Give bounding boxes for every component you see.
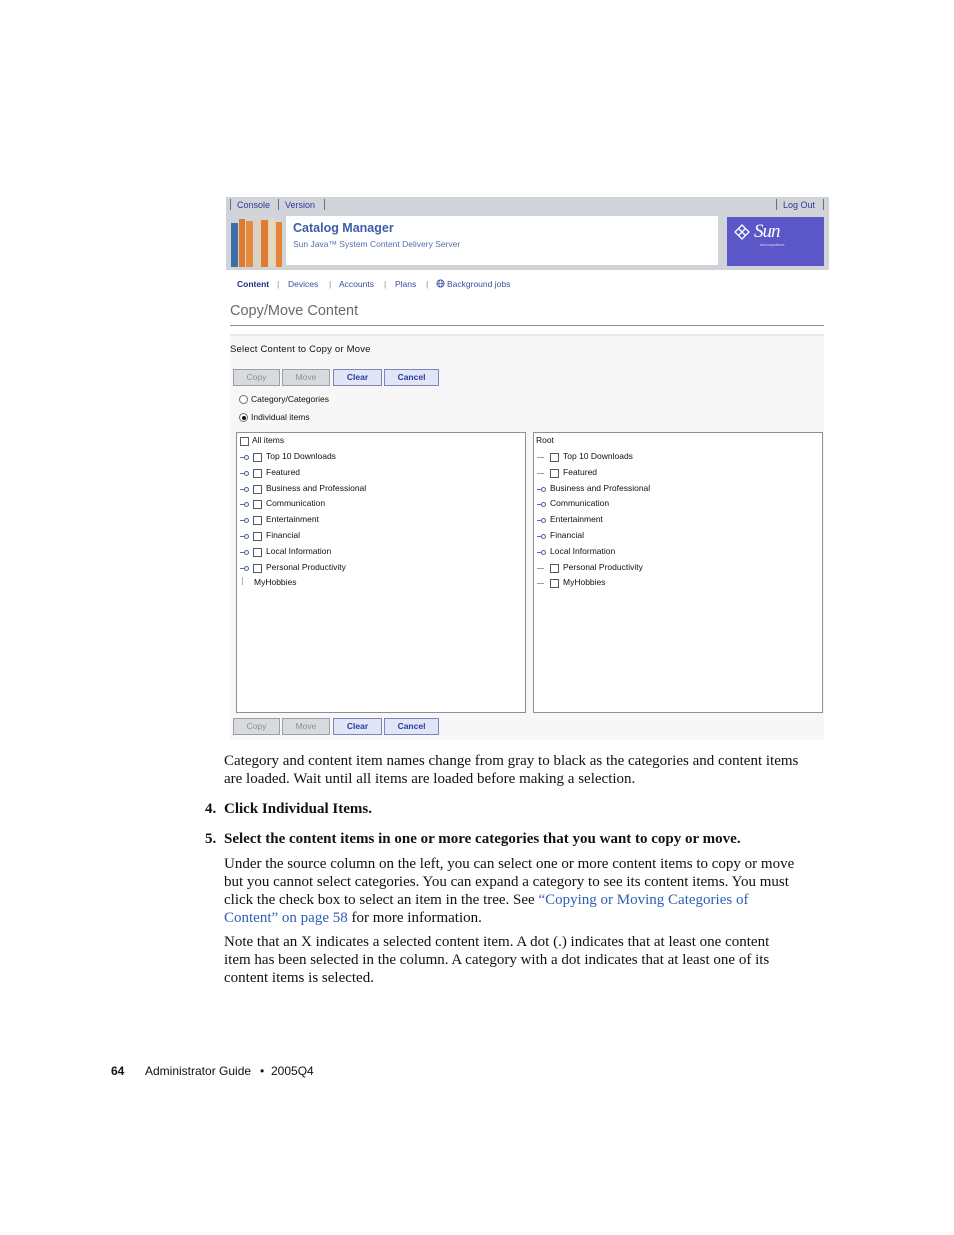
separator: |: [277, 279, 280, 289]
tab-content[interactable]: Content: [237, 279, 270, 289]
sun-diamond-icon: [734, 224, 750, 240]
separator: [278, 199, 279, 210]
checkbox[interactable]: [550, 453, 559, 462]
logout-link[interactable]: Log Out: [783, 200, 816, 210]
tree-item-label: Top 10 Downloads: [563, 451, 633, 461]
screenshot-figure: [226, 197, 829, 740]
tab-devices[interactable]: Devices: [288, 279, 319, 289]
paragraph-selection-note: Note that an X indicates a selected content item. A dot (.) indicates that at least one content item has been selected in the column. A category with a dot indicates that at least one of its content items is selected.: [224, 934, 770, 986]
tree-line: [537, 583, 544, 584]
nav-tabs: [226, 276, 829, 292]
checkbox[interactable]: [253, 548, 262, 557]
expand-icon[interactable]: [240, 502, 248, 507]
separator: |: [426, 279, 429, 289]
expand-icon[interactable]: [537, 518, 545, 523]
radio-label: Individual items: [251, 412, 310, 422]
tree-item-label: MyHobbies: [563, 577, 606, 588]
source-tree[interactable]: [236, 432, 526, 713]
step-5-text: Select the content items in one or more categories that you want to copy or move.: [224, 831, 741, 847]
expand-icon[interactable]: [240, 518, 248, 523]
separator: [776, 199, 777, 210]
expand-icon[interactable]: [240, 550, 248, 555]
tab-accounts[interactable]: Accounts: [339, 279, 374, 289]
tree-line: [537, 568, 544, 569]
tree-item-label: Featured: [266, 466, 301, 477]
paragraph-text: for more information.: [347, 910, 482, 926]
clear-button-bottom[interactable]: Clear: [333, 718, 382, 735]
masthead-utility-bar: [226, 197, 829, 215]
tree-line: [537, 457, 544, 458]
tree-root-label: Root: [536, 435, 554, 445]
expand-icon[interactable]: [240, 471, 248, 476]
globe-icon: [436, 279, 445, 288]
checkbox[interactable]: [253, 516, 262, 525]
paragraph-loading-note: Category and content item names change from gray to black as the categories and content items are loaded. Wait until all items are loaded before making a selection.: [224, 753, 799, 787]
tree-line: [242, 577, 243, 585]
separator: [230, 199, 231, 210]
app-title: Catalog Manager: [293, 221, 394, 235]
tree-item-label: Financial: [550, 530, 585, 540]
checkbox[interactable]: [253, 469, 262, 478]
footer-doc-title: Administrator Guide: [145, 1064, 252, 1078]
footer-bullet: •: [260, 1064, 265, 1078]
cancel-button-bottom[interactable]: Cancel: [384, 718, 439, 735]
checkbox[interactable]: [550, 564, 559, 573]
tree-item-label: Featured: [563, 466, 598, 477]
console-link[interactable]: Console: [237, 200, 271, 210]
copy-button-bottom[interactable]: Copy: [233, 718, 280, 735]
separator: [324, 199, 325, 210]
app-title-box: [286, 216, 718, 265]
title-divider: [230, 325, 824, 326]
move-button-bottom[interactable]: Move: [282, 718, 330, 735]
sun-logo-text: Sun: [754, 221, 780, 242]
separator: |: [329, 279, 332, 289]
checkbox[interactable]: [253, 532, 262, 541]
tree-item-label: Entertainment: [550, 514, 603, 525]
checkbox[interactable]: [550, 469, 559, 478]
tab-background-jobs[interactable]: Background jobs: [447, 279, 511, 289]
tree-item-label: Business and Professional: [550, 482, 651, 493]
checkbox[interactable]: [550, 579, 559, 588]
sun-logo-small-text: microsystems: [760, 242, 785, 247]
section-label: Select Content to Copy or Move: [230, 344, 371, 355]
tree-item-label: Entertainment: [266, 514, 319, 525]
target-tree[interactable]: [533, 432, 823, 713]
masthead-banner: [226, 215, 829, 270]
cancel-button[interactable]: Cancel: [384, 369, 439, 386]
checkbox[interactable]: [253, 500, 262, 509]
separator: [823, 199, 824, 210]
expand-icon[interactable]: [240, 566, 248, 571]
cross-reference-link[interactable]: “Copying or Moving Categories of Content” on page 58: [224, 892, 749, 926]
expand-icon[interactable]: [240, 487, 248, 492]
tree-root-label: All items: [252, 435, 285, 445]
copy-button[interactable]: Copy: [233, 369, 280, 386]
tree-item-label: Local Information: [550, 545, 616, 556]
separator: |: [384, 279, 387, 289]
page-number: 64: [111, 1064, 125, 1078]
move-button[interactable]: Move: [282, 369, 330, 386]
page-title: Copy/Move Content: [230, 303, 359, 319]
version-link[interactable]: Version: [285, 200, 316, 210]
step-4-text: Click Individual Items.: [224, 801, 372, 817]
step-number: 5.: [205, 831, 217, 847]
tree-item-label: Communication: [266, 498, 326, 509]
tree-item-label: Top 10 Downloads: [266, 451, 336, 461]
checkbox[interactable]: [253, 453, 262, 462]
step-number: 4.: [205, 801, 217, 817]
books-image: [229, 215, 283, 267]
paragraph-source-column: [224, 855, 799, 927]
expand-icon[interactable]: [240, 455, 248, 460]
radio-button-selected[interactable]: [239, 413, 248, 422]
expand-icon[interactable]: [537, 550, 545, 555]
checkbox[interactable]: [240, 437, 249, 446]
tree-item-label: MyHobbies: [254, 577, 297, 587]
checkbox[interactable]: [253, 485, 262, 494]
checkbox[interactable]: [253, 564, 262, 573]
tree-item-label: Business and Professional: [266, 482, 367, 493]
footer-edition: 2005Q4: [271, 1064, 314, 1078]
expand-icon[interactable]: [537, 534, 545, 539]
paragraph-text: Under the source column on the left, you can select one or more content items to copy or move but you cannot select categories. You can expand a category to see its content items. You must click the check box to select an item in the tree. See: [224, 856, 795, 908]
tree-item-label: Local Information: [266, 545, 332, 556]
radio-button[interactable]: [239, 395, 248, 404]
sun-logo: [727, 217, 824, 266]
tree-item-label: Financial: [266, 530, 301, 540]
tree-item-label: Personal Productivity: [266, 561, 346, 572]
expand-icon[interactable]: [240, 534, 248, 539]
tab-plans[interactable]: Plans: [395, 279, 417, 289]
tree-line: [537, 473, 544, 474]
expand-icon[interactable]: [537, 502, 545, 507]
radio-label: Category/Categories: [251, 394, 329, 404]
app-subtitle: Sun Java™ System Content Delivery Server: [293, 239, 461, 249]
tree-item-label: Personal Productivity: [563, 561, 643, 572]
tree-item-label: Communication: [550, 498, 610, 509]
clear-button[interactable]: Clear: [333, 369, 382, 386]
expand-icon[interactable]: [537, 487, 545, 492]
